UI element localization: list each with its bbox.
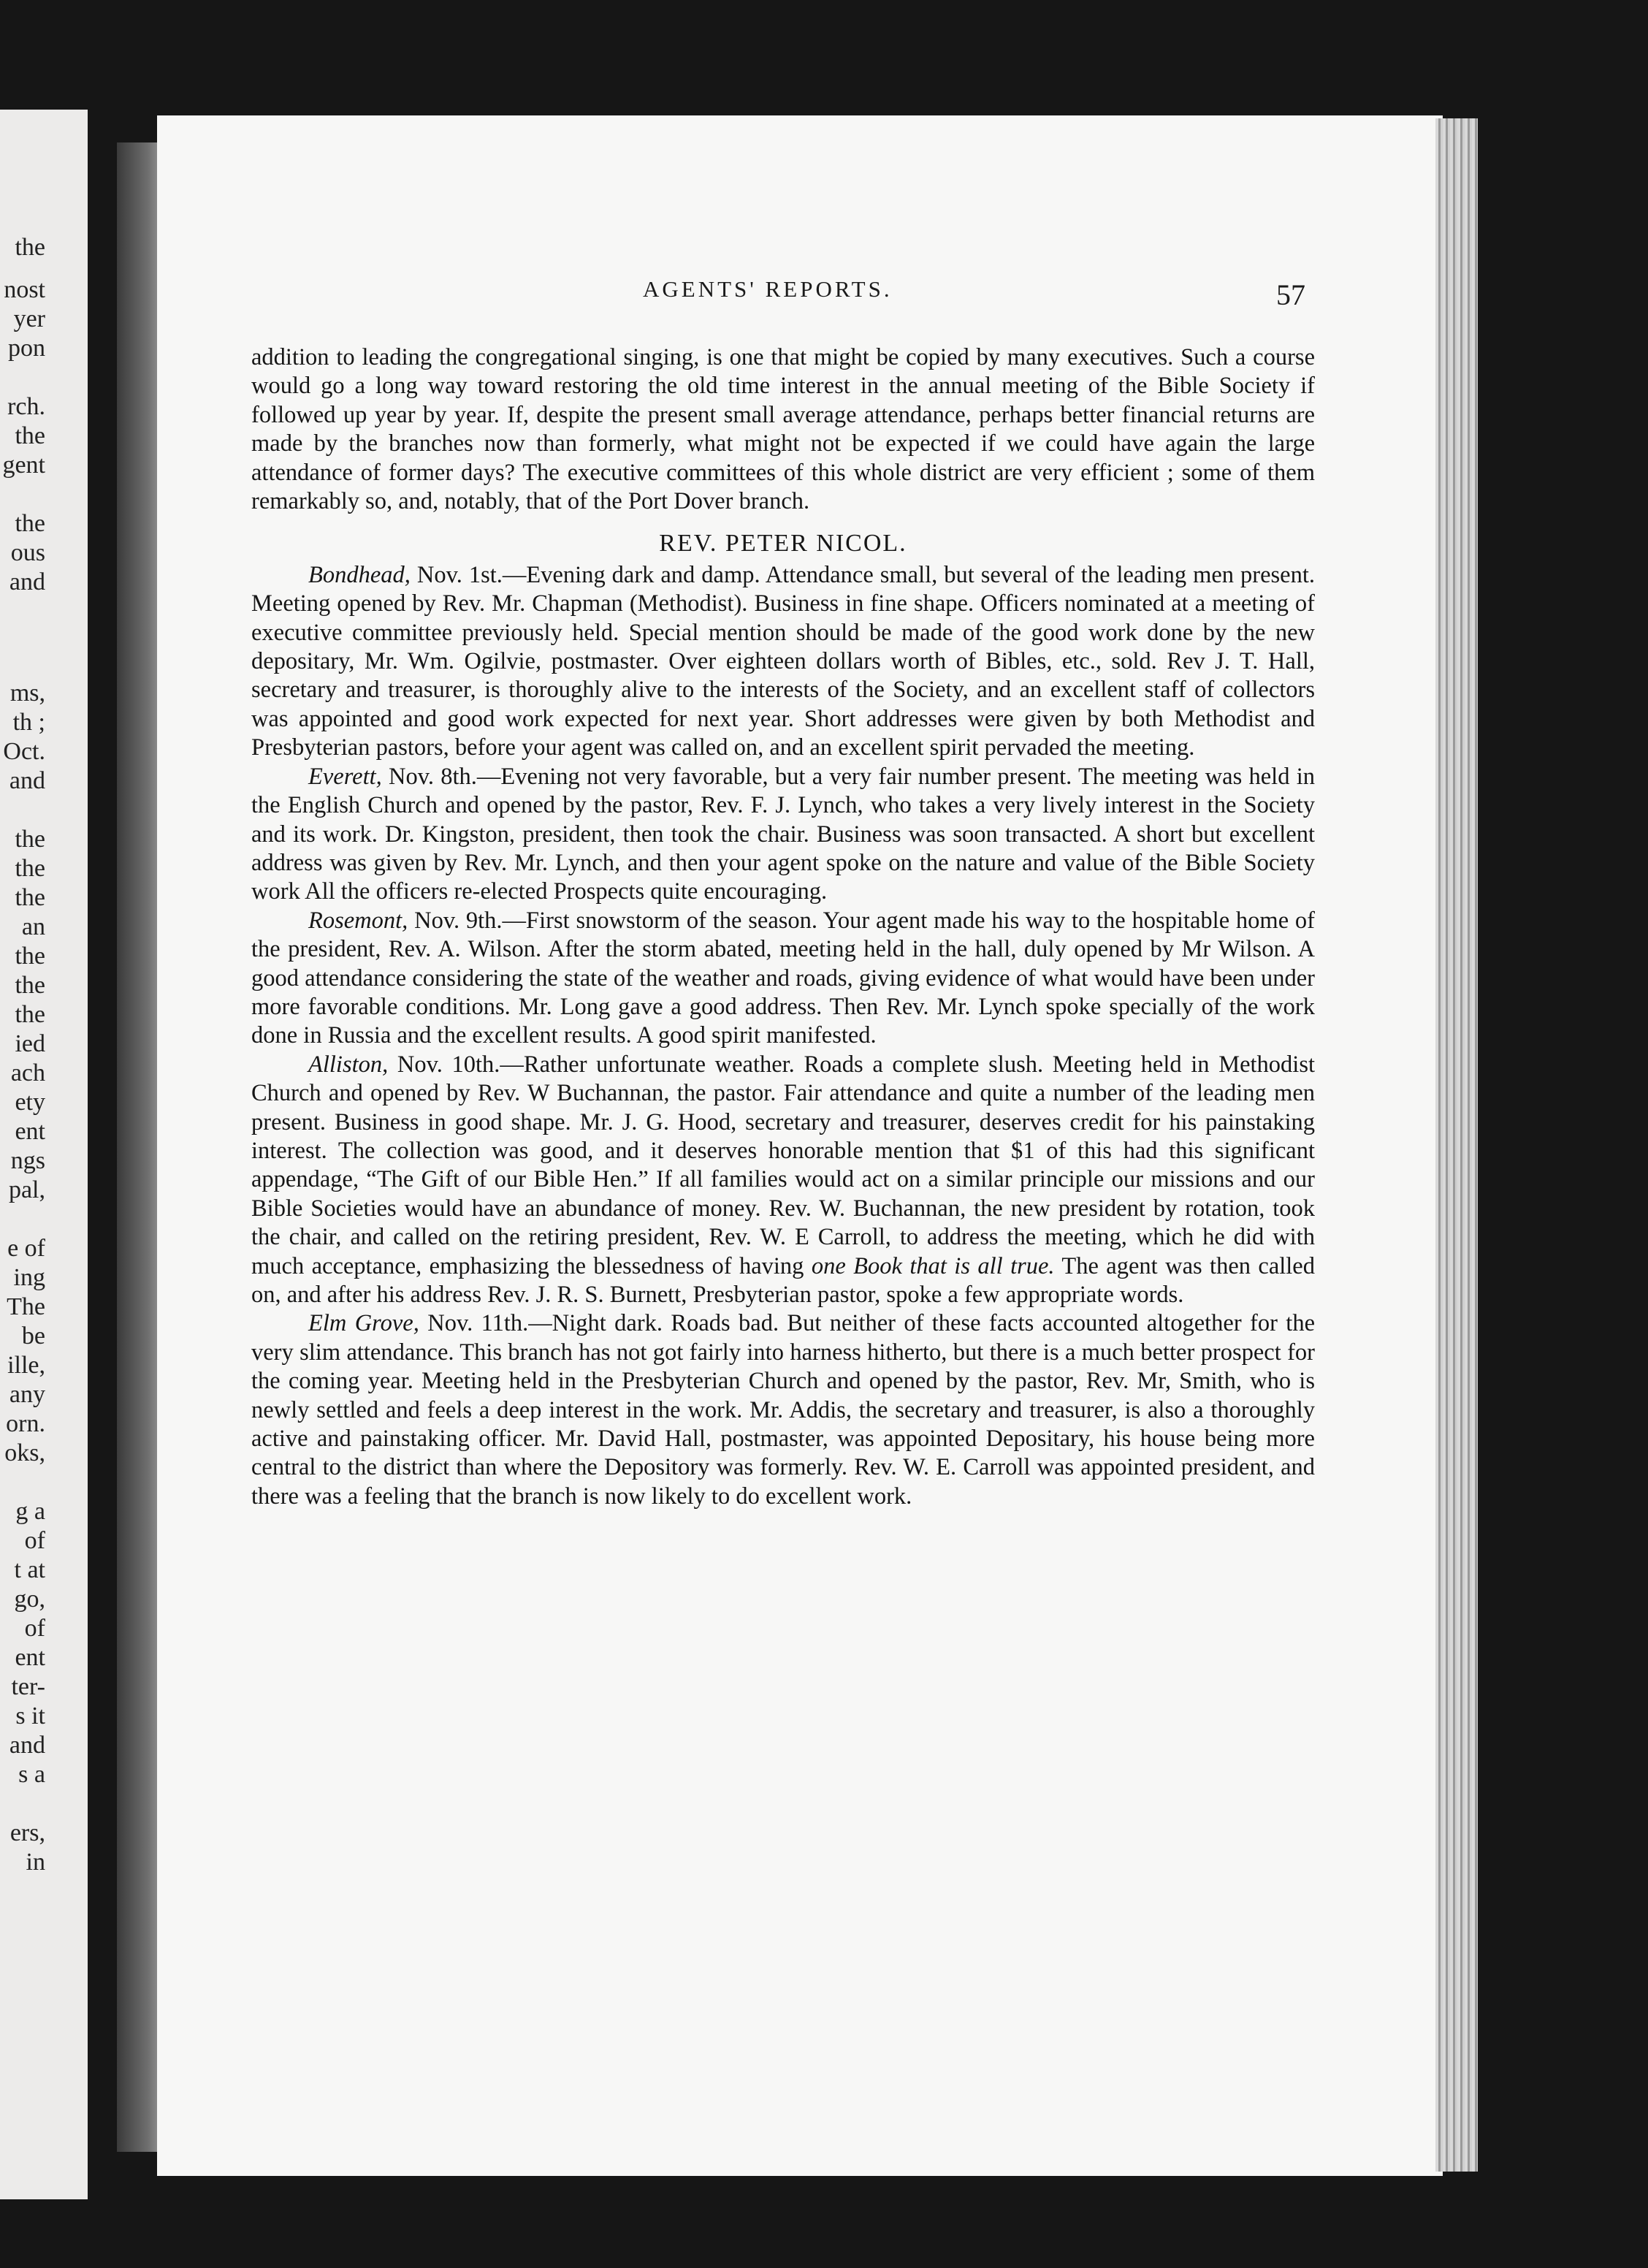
page-edges xyxy=(1435,118,1478,2172)
report-text: Nov. 1st.—Evening dark and damp. Attendance small, but several of the leading men present. Meeting opened by Rev. Mr. Chapman (Methodist). Business in fine shape. Officers nominated at a meeting of executive committee previously held. Special mention should be made of the good work done by the new depositary, Mr. Wm. Ogilvie, postmaster. Over eighteen dollars worth of Bibles, etc., sold. Rev J. T. Hall, secretary and treasurer, is thoroughly alive to the interests of the Society, and an excellent staff of collectors was appointed and good work expected for next year. Short addresses were given by both Methodist and Presbyterian pastors, before your agent was called on, and an excellent spirit pervaded the meeting. xyxy=(251,561,1315,761)
facing-page-fragment: the xyxy=(15,510,45,537)
facing-page-fragment: ach xyxy=(10,1059,45,1087)
facing-page-fragment: ety xyxy=(15,1089,45,1116)
facing-page-fragment: in xyxy=(26,1849,45,1876)
report-place: Rosemont, xyxy=(308,907,408,934)
facing-page-fragment: and xyxy=(9,1732,45,1759)
report-place: Elm Grove, xyxy=(308,1310,419,1337)
facing-page-fragment: the xyxy=(15,884,45,911)
facing-page-fragment: The xyxy=(7,1293,45,1320)
facing-page-fragment: ms, xyxy=(9,680,45,707)
facing-page-fragment: rch. xyxy=(7,393,45,420)
facing-page-edge xyxy=(0,110,88,2199)
report-paragraph xyxy=(251,1309,1315,1511)
facing-page-fragment: the xyxy=(15,1001,45,1028)
facing-page-fragment: nost xyxy=(4,276,45,303)
report-paragraph xyxy=(251,561,1315,763)
facing-page-fragment: orn. xyxy=(6,1410,45,1437)
facing-page-fragment: Oct. xyxy=(3,738,45,765)
facing-page-fragment: and xyxy=(9,767,45,794)
facing-page-fragment: oks, xyxy=(4,1439,45,1466)
facing-page-fragment: s a xyxy=(18,1761,45,1788)
report-text: Nov. 10th.—Rather unfortunate weather. Roads a complete slush. Meeting held in Methodist Church and opened by Rev. W Buchannan, the pastor. Fair attendance and quite a number of the leading men present. Business in good shape. Mr. J. G. Hood, secretary and treasurer, deserves credit for his painstaking interest. The collection was good, and it deserves honorable mention that $1 of this had this significant appendage, “The Gift of our Bible Hen.” If all families would act on a similar principle our missions and our Bible Societies would have an abundance of money. Rev. W. Buchannan, the new president by rotation, took the chair, and called on the retiring president, Rev. W. E Carroll, to address the meeting, which he did with much acceptance, emphasizing the blessedness of having xyxy=(251,1051,1315,1279)
facing-page-fragment: ter- xyxy=(11,1673,45,1700)
facing-page-fragment: ied xyxy=(15,1030,45,1057)
facing-page-fragment: s it xyxy=(15,1702,45,1729)
facing-page-fragment: gent xyxy=(2,452,45,479)
facing-page-fragment: the xyxy=(15,972,45,999)
facing-page-fragment: ille, xyxy=(7,1352,45,1379)
facing-page-fragment: ous xyxy=(10,539,45,566)
facing-page-fragment: ent xyxy=(15,1644,45,1671)
facing-page-fragment: yer xyxy=(13,305,45,332)
facing-page-fragment: pon xyxy=(8,335,45,362)
report-place: Bondhead, xyxy=(308,561,411,588)
report-place: Everett, xyxy=(308,763,382,790)
facing-page-fragment: th ; xyxy=(12,709,45,736)
facing-page-fragment: t at xyxy=(14,1556,45,1583)
section-title: REV. PETER NICOL. xyxy=(659,530,907,558)
facing-page-fragment: an xyxy=(21,913,45,940)
intro-paragraph: addition to leading the congregational singing, is one that might be copied by many executives. Such a course would go a long way toward restoring the old time interest in the annual meeting of the Bible Society if followed up year by year. If, despite the present small average attendance, perhaps better financial returns are made by the branches now than formerly, what might not be expected if we could have again the large attendance of former days? The executive committees of this whole district are very efficient ; some of them remarkably so, and, notably, that of the Port Dover branch. xyxy=(251,344,1315,515)
report-paragraph xyxy=(251,1051,1315,1310)
facing-page-fragment: ing xyxy=(13,1264,45,1291)
facing-page-fragment: e of xyxy=(7,1235,45,1262)
report-text: The agent was then called on, and after his address Rev. J. R. S. Burnett, Presbyterian pastor, spoke a few appropriate words. xyxy=(251,1252,1315,1308)
report-paragraph xyxy=(251,907,1315,1051)
page-number: 57 xyxy=(1276,278,1305,311)
facing-page-fragment: the xyxy=(15,422,45,449)
facing-page-fragment: the xyxy=(15,234,45,261)
report-text: Nov. 8th.—Evening not very favorable, but a very fair number present. The meeting was held in the English Church and opened by the pastor, Rev. F. J. Lynch, who takes a very lively interest in the Society and its work. Dr. Kingston, president, then took the chair. Business was soon transacted. A short but excellent address was given by Rev. Mr. Lynch, and then your agent spoke on the nature and value of the Bible Society work All the officers re-elected Prospects quite encouraging. xyxy=(251,763,1315,905)
facing-page-fragment: of xyxy=(24,1615,45,1642)
facing-page-fragment: g a xyxy=(15,1498,45,1525)
page-body xyxy=(251,343,1315,1511)
facing-page-fragment: ers, xyxy=(9,1819,45,1846)
facing-page-fragment: go, xyxy=(14,1586,45,1613)
facing-page-fragment: the xyxy=(15,943,45,970)
facing-page-fragment: the xyxy=(15,826,45,853)
facing-page-fragment: and xyxy=(9,568,45,595)
report-italic-phrase: one Book that is all true. xyxy=(811,1252,1055,1279)
facing-page-fragment: ngs xyxy=(10,1147,45,1174)
facing-page-fragment: be xyxy=(21,1323,45,1350)
report-place: Alliston, xyxy=(308,1051,389,1078)
facing-page-fragment: any xyxy=(9,1381,45,1408)
facing-page-fragment: ent xyxy=(15,1118,45,1145)
facing-page-fragment: of xyxy=(24,1527,45,1554)
report-paragraph xyxy=(251,763,1315,907)
facing-page-fragment: pal, xyxy=(8,1176,45,1203)
report-text: Nov. 11th.—Night dark. Roads bad. But neither of these facts accounted altogether for the very slim attendance. This branch has not got fairly into harness hitherto, but there is a much better prospect for the coming year. Meeting held in the Presbyterian Church and opened by the pastor, Rev. Mr, Smith, who is newly settled and feels a deep interest in the work. Mr. Addis, the secretary and treasurer, is also a thoroughly active and painstaking officer. Mr. David Hall, postmaster, was appointed Depositary, his house being more central to the district than where the Depository was formerly. Rev. W. E. Carroll was appointed president, and there was a feeling that the branch is now likely to do excellent work. xyxy=(251,1310,1315,1510)
facing-page-fragment: the xyxy=(15,855,45,882)
running-title: AGENTS' REPORTS. xyxy=(643,276,893,302)
report-text: Nov. 9th.—First snowstorm of the season. Your agent made his way to the hospitable home of the president, Rev. A. Wilson. After the storm abated, meeting held in the hall, duly opened by Mr Wilson. A good attendance considering the state of the weather and roads, giving evidence of what would have been under more favorable conditions. Mr. Long gave a good address. Then Rev. Mr. Lynch spoke specially of the work done in Russia and the excellent results. A good spirit manifested. xyxy=(251,907,1315,1049)
